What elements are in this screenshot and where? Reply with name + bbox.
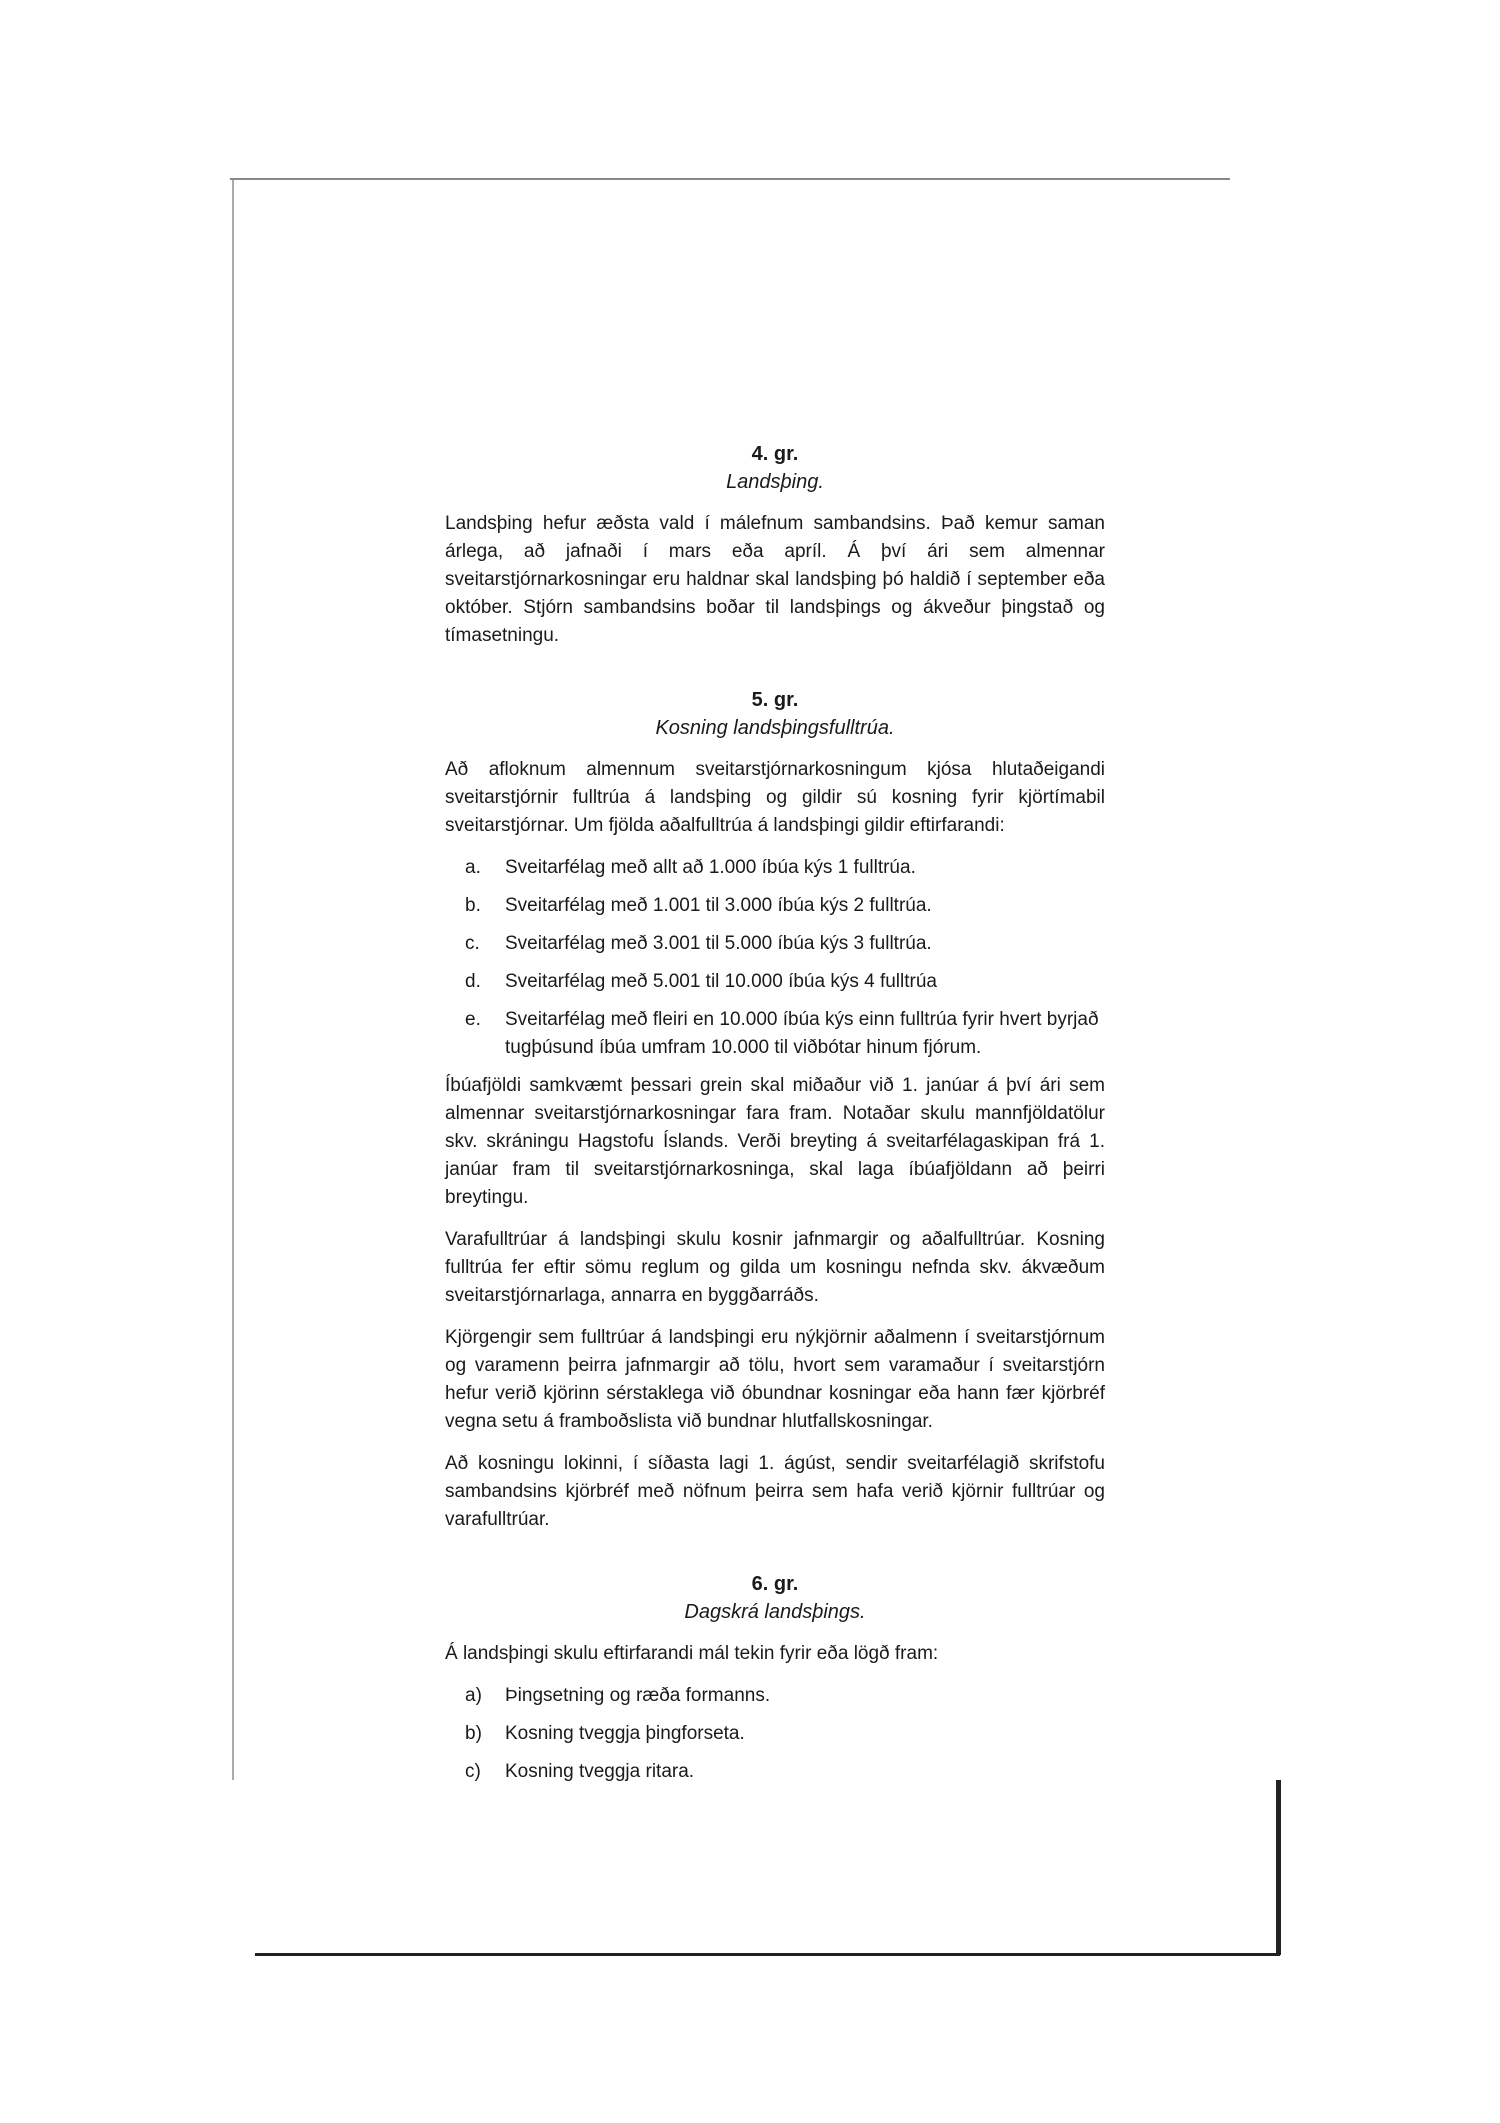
list-marker: c): [465, 1761, 481, 1782]
list-item: [445, 1758, 1105, 1786]
list-text: Kosning tveggja ritara.: [505, 1761, 695, 1782]
list-text: Sveitarfélag með fleiri en 10.000 íbúa kýs einn fulltrúa fyrir hvert byrjað tugþúsund íbúa umfram 10.000 til viðbótar hinum fjórum.: [505, 1009, 1099, 1058]
list-text: Sveitarfélag með 1.001 til 3.000 íbúa kýs 2 fulltrúa.: [505, 895, 932, 916]
list-item: [445, 930, 1105, 958]
section-6-intro: Á landsþingi skulu eftirfarandi mál tekin fyrir eða lögð fram:: [445, 1643, 939, 1664]
list-marker: d.: [465, 971, 481, 992]
section-4-paragraph: Landsþing hefur æðsta vald í málefnum sambandsins. Það kemur saman árlega, að jafnaði í mars eða apríl. Á því ári sem almennar sveitarstjórnarkosningar eru haldnar skal landsþing þó haldið í september eða október. Stjórn sambandsins boðar til landsþings og ákveður þingstað og tímasetningu.: [445, 513, 1105, 646]
scan-bottom-border: [255, 1953, 1280, 1956]
section-6-number: 6. gr.: [751, 1573, 799, 1595]
section-4-title: Landsþing.: [726, 471, 824, 493]
list-marker: c.: [465, 933, 480, 954]
list-item: [445, 892, 1105, 920]
list-marker: a.: [465, 857, 481, 878]
scan-left-border: [232, 180, 234, 1780]
list-item: [445, 1682, 1105, 1710]
section-5-list: [445, 854, 1105, 1062]
list-text: Sveitarfélag með allt að 1.000 íbúa kýs 1 fulltrúa.: [505, 857, 916, 878]
section-5-intro: Að afloknum almennum sveitarstjórnarkosningum kjósa hlutaðeigandi sveitarstjórnir fulltrúa á landsþing og gildir sú kosning fyrir kjörtímabil sveitarstjórnar. Um fjölda aðalfulltrúa á landsþingi gildir eftirfarandi:: [445, 759, 1105, 836]
section-6-title: Dagskrá landsþings.: [684, 1601, 866, 1623]
list-item: [445, 968, 1105, 996]
section-5-paragraph-1: Íbúafjöldi samkvæmt þessari grein skal miðaður við 1. janúar á því ári sem almennar sveitarstjórnarkosningar fara fram. Notaðar skulu mannfjöldatölur skv. skráningu Hagstofu Íslands. Verði breyting á sveitarfélagaskipan frá 1. janúar fram til sveitarstjórnarkosninga, skal laga íbúafjöldann að þeirri breytingu.: [445, 1075, 1105, 1208]
section-5-paragraph-2: Varafulltrúar á landsþingi skulu kosnir jafnmargir og aðalfulltrúar. Kosning fulltrúa fer eftir sömu reglum og gilda um kosningu nefnda skv. ákvæðum sveitarstjórnarlaga, annarra en byggðarráðs.: [445, 1229, 1105, 1306]
list-text: Kosning tveggja þingforseta.: [505, 1723, 745, 1744]
list-item: [445, 1006, 1105, 1062]
list-text: Sveitarfélag með 3.001 til 5.000 íbúa kýs 3 fulltrúa.: [505, 933, 932, 954]
section-5-number: 5. gr.: [751, 689, 799, 711]
scan-right-shadow: [1276, 1780, 1281, 1955]
list-marker: b.: [465, 895, 481, 916]
document-body: [445, 440, 1105, 1796]
list-text: Sveitarfélag með 5.001 til 10.000 íbúa kýs 4 fulltrúa: [505, 971, 937, 992]
scan-top-border: [230, 178, 1230, 180]
list-marker: e.: [465, 1009, 481, 1030]
section-4-number: 4. gr.: [751, 443, 799, 465]
list-marker: a): [465, 1685, 482, 1706]
list-item: [445, 854, 1105, 882]
section-5-paragraph-4: Að kosningu lokinni, í síðasta lagi 1. ágúst, sendir sveitarfélagið skrifstofu sambandsins kjörbréf með nöfnum þeirra sem hafa verið kjörnir fulltrúar og varafulltrúar.: [445, 1453, 1105, 1530]
section-6-list: [445, 1682, 1105, 1786]
list-marker: b): [465, 1723, 482, 1744]
section-5-title: Kosning landsþingsfulltrúa.: [655, 717, 895, 739]
section-5-paragraph-3: Kjörgengir sem fulltrúar á landsþingi eru nýkjörnir aðalmenn í sveitarstjórnum og varamenn þeirra jafnmargir að tölu, hvort sem varamaður í sveitarstjórn hefur verið kjörinn sérstaklega við óbundnar kosningar eða hann fær kjörbréf vegna setu á framboðslista við bundnar hlutfallskosningar.: [445, 1327, 1105, 1432]
list-text: Þingsetning og ræða formanns.: [505, 1685, 771, 1706]
list-item: [445, 1720, 1105, 1748]
